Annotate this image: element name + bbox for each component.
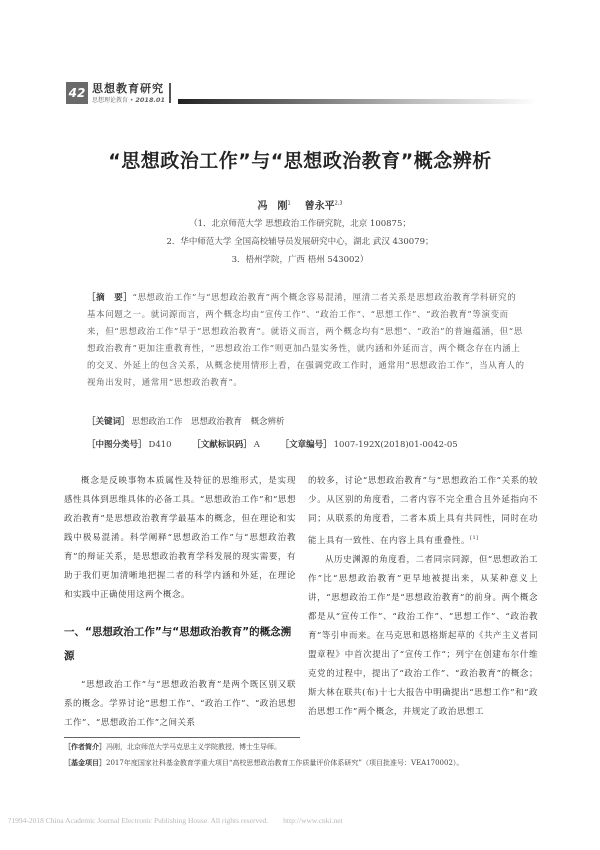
doc-code-label: ［文献标识码］ (192, 440, 252, 450)
journal-subtitle (92, 97, 165, 104)
page-number: 42 (66, 82, 88, 104)
author-line (0, 197, 600, 212)
journal-name: 思想教育研究 (92, 81, 164, 95)
author-note (64, 742, 281, 752)
right-column (308, 472, 538, 722)
right-paragraph (308, 472, 538, 551)
header-divider (169, 83, 171, 103)
author-name: 冯 刚 (257, 201, 288, 212)
author-affil-ref: 2,3 (334, 200, 343, 207)
left-column-intro (64, 472, 296, 605)
fund-note (64, 758, 463, 768)
fund-note-label: ［基金项目］ (64, 759, 106, 767)
classification-line (87, 438, 476, 450)
affiliation: 2．华中师范大学 全国高校辅导员发展研究中心，湖北 武汉 430079； (166, 237, 434, 247)
keywords-line (87, 415, 303, 427)
affiliation: 3．梧州学院，广西 梧州 543002） (231, 255, 369, 265)
separator: • (128, 96, 136, 104)
article-title: “思想政治工作”与“思想政治教育”概念辨析 (108, 150, 492, 172)
keywords: 思想政治工作 思想政治教育 概念辨析 (131, 417, 285, 427)
journal-subtitle-text: 思想理论教育 (92, 96, 129, 104)
journal-block (92, 83, 165, 104)
right-paragraph-text: 的较多，讨论“思想政治教育”与“思想政治工作”关系的较少。从区别的角度看，二者内容不完全重合且外延指向不同；从联系的角度看，二者本质上具有共同性，同时在功能上具有一致性、在内容上具有重叠性。 (308, 476, 538, 546)
section-paragraph: “思想政治工作”与“思想政治教育”是两个既区别又联系的概念。学界讨论“思想工作”、“政治工作”、“政治思想工作”、“思想政治工作”之间关系 (64, 680, 296, 728)
header-gradient-rule (178, 99, 538, 104)
affiliation: （1．北京师范大学 思想政治工作研究院，北京 100875； (189, 219, 411, 229)
abstract-text: “思想政治工作”与“思想政治教育”两个概念容易混淆，厘清二者关系是思想政治教育学科研究的基本问题之一。就词源而言，两个概念均由“宣传工作”、“政治工作”、“思想工作”、“政治教育”等演变而来，但“思想政治工作”早于“思想政治教育”。就语义而言，两个概念均有“思想”、“政治”的普遍蕴涵，但“思想政治教育”更加注重教育性，“思想政治工作”则更加凸显实务性，就内涵和外延而言，两个概念存在内涵上的交叉、外延上的包含关系，从概念使用情形上看，在强调党政工作时，通常用“思想政治工作”，当从育人的视角出发时，通常用“思想政治教育”。 (87, 293, 525, 388)
intro-paragraph: 概念是反映事物本质属性及特征的思维形式，是实现感性具体到思维具体的必备工具。“思想政治工作”和“思想政治教育”是思想政治教育学最基本的概念，但在理论和实践中极易混淆。科学阐释“思想政治工作”与“思想政治教育”的辩证关系，是思想政治教育学科发展的现实需要，有助于我们更加清晰地把握二者的科学内涵和外延，在理论和实践中正确使用这两个概念。 (64, 476, 296, 600)
citation-ref: [1] (470, 535, 479, 541)
abstract (87, 290, 525, 392)
left-column-section (64, 676, 296, 733)
fund-note-text: 2017年度国家社科基金教育学重大项目“高校思想政治教育工作质量评价体系研究”（项目批准号：VEA170002）。 (106, 759, 464, 767)
clc-label: ［中图分类号］ (87, 440, 147, 450)
author-affil-ref: 1 (287, 200, 291, 207)
section-heading: 一、“思想政治工作”与“思想政治教育”的概念溯源 (64, 626, 292, 662)
clc-value: D410 (148, 440, 172, 450)
author-note-label: ［作者简介］ (64, 743, 106, 751)
article-no-label: ［文章编号］ (280, 440, 332, 450)
author-note-text: 冯刚，北京师范大学马克思主义学院教授、博士生导师。 (106, 743, 281, 751)
running-header (66, 80, 171, 106)
abstract-label: ［摘 要］ (87, 293, 133, 303)
issue-number: 2018.01 (135, 95, 165, 104)
author-name: 曾永平 (304, 201, 335, 212)
doc-code-value: A (253, 440, 260, 450)
footnote-rule (64, 737, 300, 738)
right-paragraph: 从历史渊源的角度看，二者同宗同源，但“思想政治工作”比“思想政治教育”更早地被提出来，从某种意义上讲，“思想政治工作”是“思想政治教育”的前身。两个概念都是从“宣传工作”、“政治工作”、“思想工作”、“政治教育”等引申而来。在马克思和恩格斯起草的《共产主义者同盟章程》中首次提出了“宣传工作”；列宁在创建布尔什维克党的过程中，提出了“政治工作”、“政治教育”的概念；斯大林在联共(布)十七大报告中明确提出“思想工作”和“政治思想工作”两个概念，并规定了政治思想工 (308, 554, 538, 717)
article-no-value: 1007-192X(2018)01-0042-05 (333, 440, 458, 450)
copyright-footer: ?1994-2018 China Academic Journal Electronic Publishing House. All rights reserved. http://www.cnki.net (8, 816, 343, 825)
keywords-label: ［关键词］ (87, 417, 130, 427)
